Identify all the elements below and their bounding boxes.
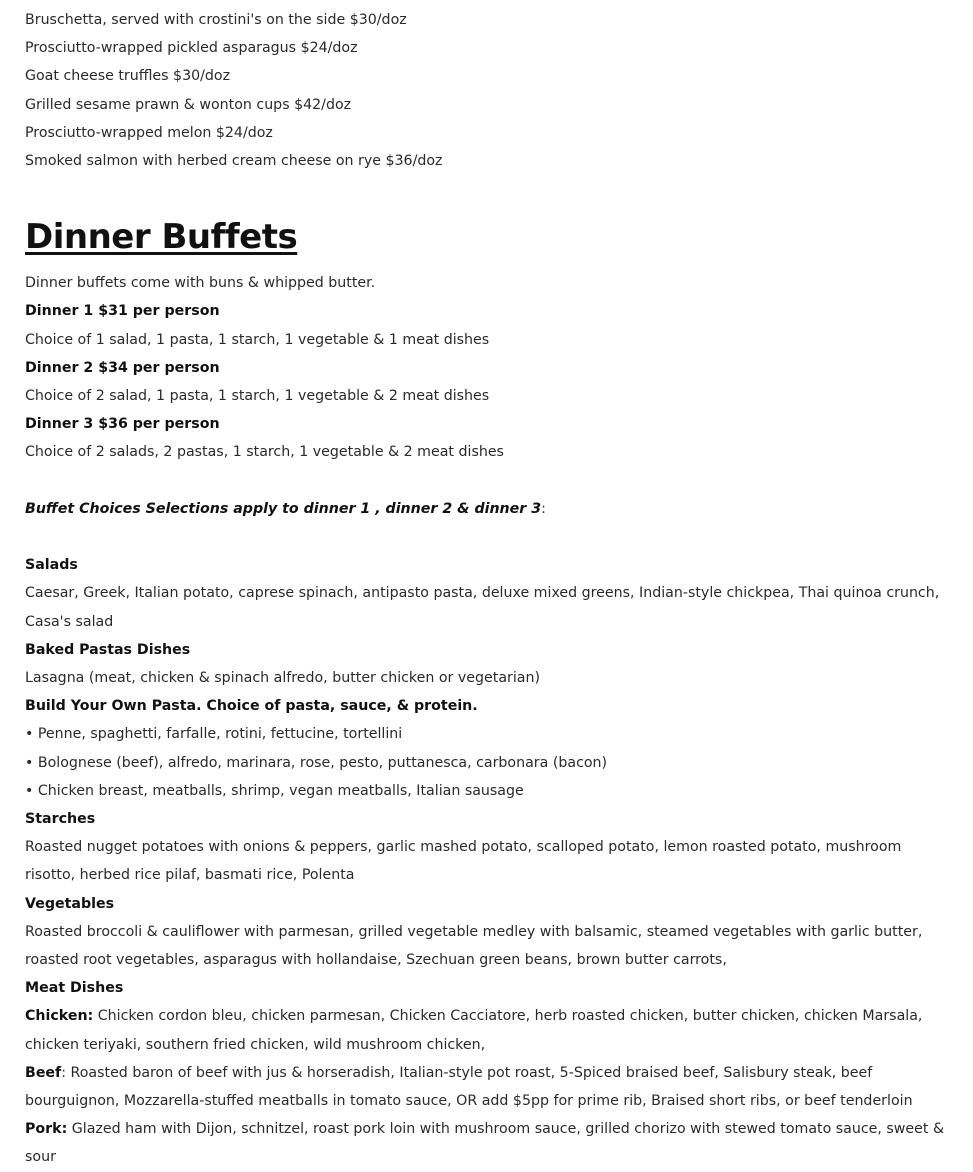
appetizer-item: Prosciutto-wrapped pickled asparagus $24/doz	[25, 40, 358, 57]
dinner-option-desc: Choice of 2 salad, 1 pasta, 1 starch, 1 vegetable & 2 meat dishes	[25, 388, 490, 405]
pastas-text: Lasagna (meat, chicken & spinach alfredo, butter chicken or vegetarian)	[25, 670, 541, 687]
buffet-choices-note	[25, 495, 948, 523]
pork-dishes	[25, 1115, 948, 1171]
dinner-option-name: Dinner 2 $34 per person	[25, 359, 220, 376]
beef-text: : Roasted baron of beef with jus & horseradish, Italian-style pot roast, 5-Spiced braised beef, Salisbury steak, beef bourguignon, Mozzarella-stuffed meatballs in tomato sauce, OR add $5pp for prime rib, Braised short ribs, or beef tenderloin	[25, 1064, 913, 1110]
spacer	[25, 467, 948, 495]
build-pasta-item: • Chicken breast, meatballs, shrimp, vegan meatballs, Italian sausage	[25, 782, 524, 799]
chicken-text: Chicken cordon bleu, chicken parmesan, Chicken Cacciatore, herb roasted chicken, butter chicken, chicken Marsala, chicken teriyaki, southern fried chicken, wild mushroom chicken,	[25, 1008, 923, 1053]
dinner-option-desc: Choice of 2 salads, 2 pastas, 1 starch, 1 vegetable & 2 meat dishes	[25, 444, 504, 461]
meat-heading: Meat Dishes	[25, 980, 124, 997]
salads-heading: Salads	[25, 557, 78, 574]
dinner-option-name: Dinner 1 $31 per person	[25, 303, 220, 320]
chicken-label: Chicken:	[25, 1008, 94, 1025]
salads-text: Caesar, Greek, Italian potato, caprese spinach, antipasto pasta, deluxe mixed greens, Indian-style chickpea, Thai quinoa crunch, Casa's salad	[25, 585, 940, 630]
starches-text: Roasted nugget potatoes with onions & peppers, garlic mashed potato, scalloped potato, lemon roasted potato, mushroom risotto, herbed rice pilaf, basmati rice, Polenta	[25, 839, 902, 884]
dinner-option-desc: Choice of 1 salad, 1 pasta, 1 starch, 1 vegetable & 1 meat dishes	[25, 331, 490, 348]
appetizer-list	[25, 0, 948, 175]
buffet-choices-note-text: Buffet Choices Selections apply to dinner 1 , dinner 2 & dinner 3	[25, 500, 542, 517]
appetizer-item: Smoked salmon with herbed cream cheese on rye $36/doz	[25, 153, 443, 170]
appetizer-item: Goat cheese truffles $30/doz	[25, 68, 231, 85]
dinner-intro: Dinner buffets come with buns & whipped butter.	[25, 275, 376, 292]
build-pasta-item: • Penne, spaghetti, farfalle, rotini, fettucine, tortellini	[25, 726, 403, 743]
appetizer-item: Grilled sesame prawn & wonton cups $42/doz	[25, 96, 352, 113]
vegetables-heading: Vegetables	[25, 895, 115, 912]
starches-heading: Starches	[25, 811, 96, 828]
beef-dishes	[25, 1059, 948, 1115]
buffet-choices-note-colon: :	[541, 500, 546, 517]
vegetables-text: Roasted broccoli & cauliflower with parmesan, grilled vegetable medley with balsamic, steamed vegetables with garlic butter, roasted root vegetables, asparagus with hollandaise, Szechuan green beans, brown butter carrots,	[25, 923, 923, 969]
pork-label: Pork:	[25, 1121, 68, 1138]
dinner-option-name: Dinner 3 $36 per person	[25, 416, 220, 433]
dinner-buffets-title: Dinner Buffets	[25, 217, 298, 258]
beef-label: Beef	[25, 1064, 62, 1081]
build-pasta-item: • Bolognese (beef), alfredo, marinara, rose, pesto, puttanesca, carbonara (bacon)	[25, 754, 608, 771]
build-pasta-heading: Build Your Own Pasta. Choice of pasta, sauce, & protein.	[25, 698, 478, 715]
pork-text: Glazed ham with Dijon, schnitzel, roast pork loin with mushroom sauce, grilled chorizo with stewed tomato sauce, sweet & sour	[25, 1121, 945, 1166]
chicken-dishes	[25, 1002, 948, 1058]
appetizer-item: Bruschetta, served with crostini's on the side $30/doz	[25, 12, 407, 28]
appetizer-item: Prosciutto-wrapped melon $24/doz	[25, 124, 273, 141]
spacer	[25, 523, 948, 551]
pastas-heading: Baked Pastas Dishes	[25, 641, 191, 658]
